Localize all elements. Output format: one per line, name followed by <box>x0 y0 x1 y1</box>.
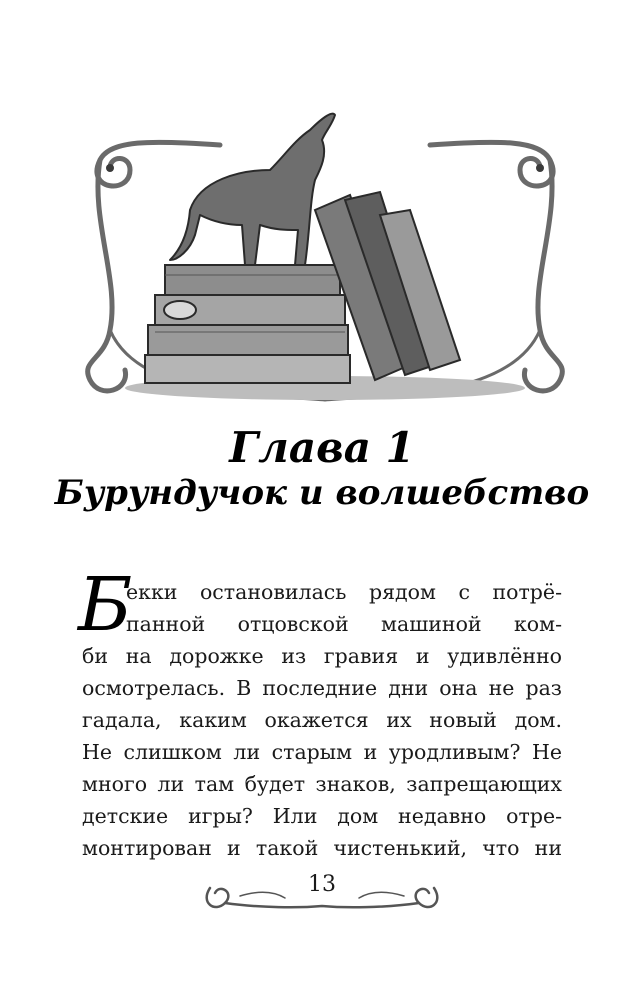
body-line: Не слишком ли старым и уродливым? Не <box>82 740 562 764</box>
page-number: 13 <box>308 872 336 897</box>
chapter-title-heading: Бурундучок и волшебство <box>54 473 590 513</box>
body-line: монтирован и такой чистенький, что ни <box>82 836 562 860</box>
body-line: осмотрелась. В последние дни она не раз <box>82 676 562 700</box>
body-line: екки остановилась рядом с потрё- <box>126 580 562 604</box>
chapter-body-text <box>78 562 562 864</box>
body-line: детские игры? Или дом недавно отре- <box>82 804 562 828</box>
chapter-number-heading: Глава 1 <box>229 423 415 472</box>
body-line: панной отцовской машиной ком- <box>126 612 562 636</box>
drop-cap: Б <box>78 562 133 648</box>
body-line: гадала, каким окажется их новый дом. <box>82 708 562 732</box>
body-line: би на дорожке из гравия и удивлённо <box>82 644 562 668</box>
body-line: много ли там будет знаков, запрещающих <box>82 772 562 796</box>
wolf-on-books-illustration <box>70 100 580 420</box>
